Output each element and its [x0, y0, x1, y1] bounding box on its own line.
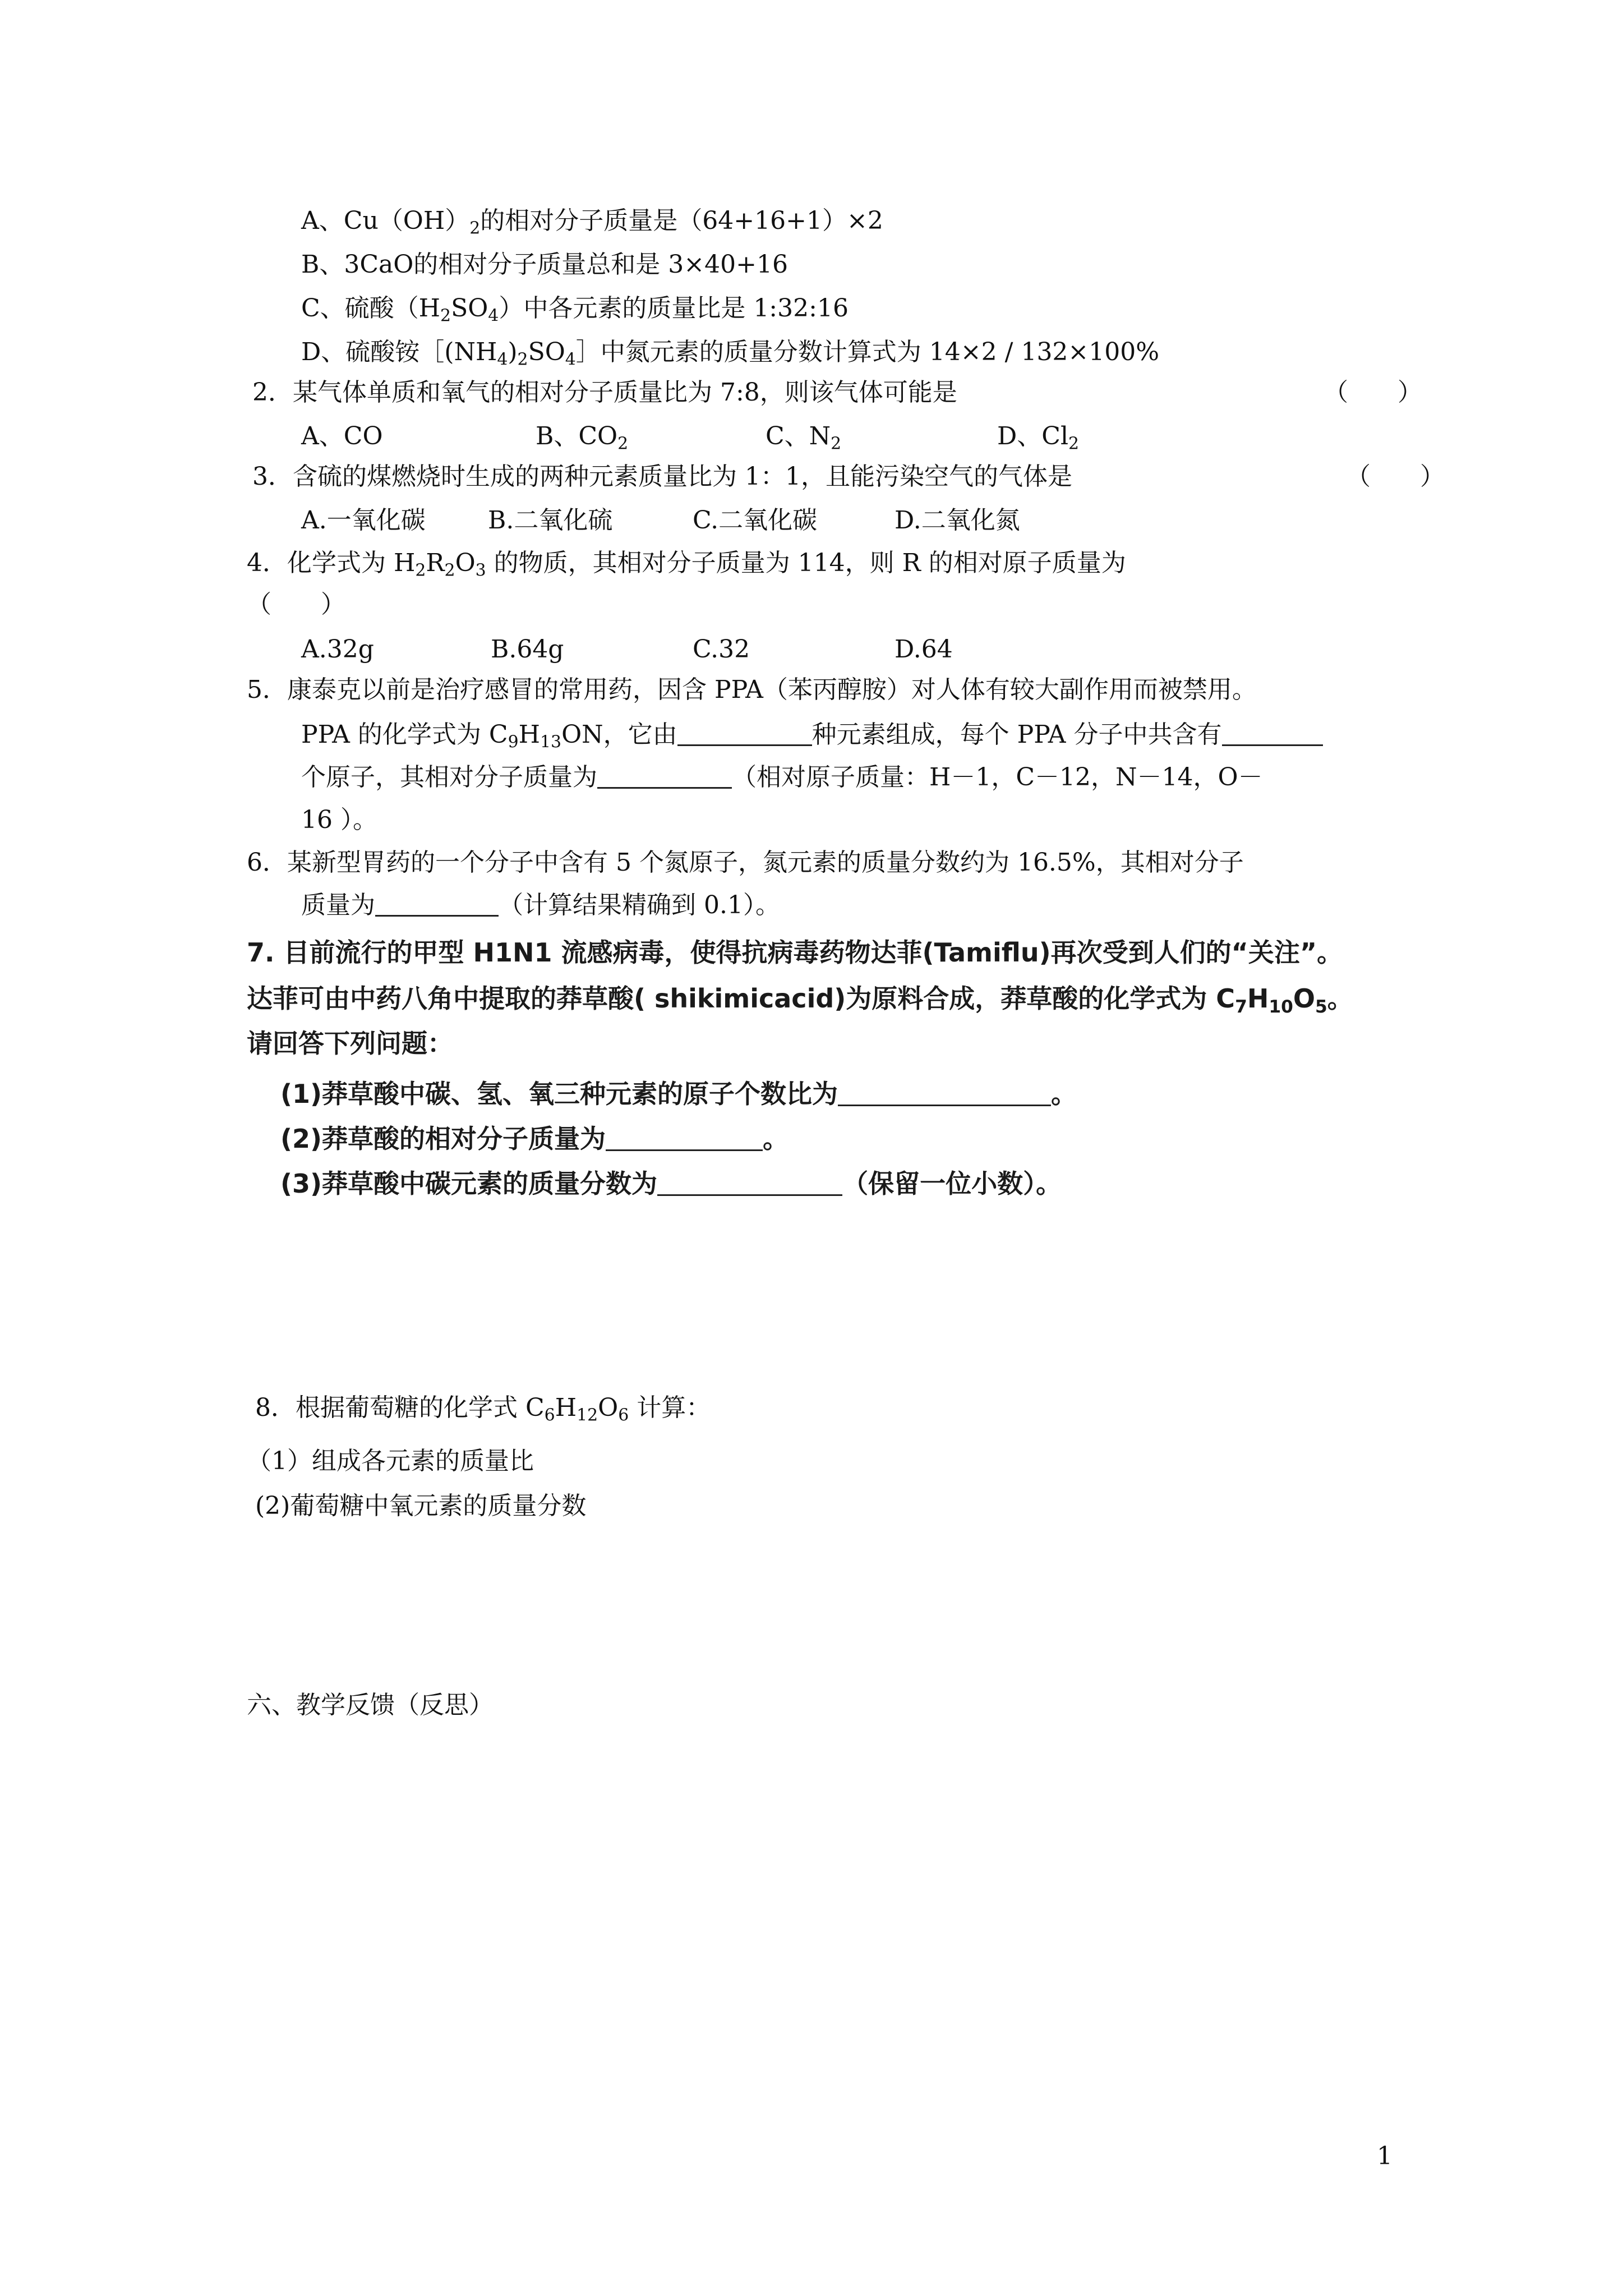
- q7-sub1-end: 。: [1051, 1079, 1077, 1109]
- q5-line2: [301, 718, 1323, 759]
- q6-l2-pre: 质量为: [301, 891, 375, 919]
- q1-d-text: D、硫酸铵［(NH: [301, 338, 497, 366]
- q7-l2-mid: H: [1247, 983, 1269, 1014]
- q7-sub1-text: (1)莽草酸中碳、氢、氧三种元素的原子个数比为: [280, 1079, 838, 1109]
- q8-pre: 8．根据葡萄糖的化学式 C: [255, 1393, 545, 1422]
- q6-l2-post: （计算结果精确到 0.1）。: [499, 891, 780, 919]
- q7-l2-sub3: 5: [1315, 996, 1327, 1017]
- q7-sub3: [280, 1167, 1062, 1200]
- q5-l3-post: （相对原子质量：H－1，C－12，N－14，O－: [732, 763, 1263, 792]
- q5-l2-sub2: 13: [540, 732, 562, 752]
- q5-l2-sub1: 9: [508, 732, 519, 752]
- q1-d-text-end: ］中氮元素的质量分数计算式为 14×2 / 132×100%: [575, 338, 1160, 366]
- q3-answer-paren: （ ）: [1346, 462, 1445, 491]
- q7-line2: [247, 982, 1353, 1024]
- q2-c-text: C、N: [766, 422, 831, 450]
- q8-sub1: 6: [544, 1405, 555, 1425]
- q5-line1: 5．康泰克以前是治疗感冒的常用药，因含 PPA（苯丙醇胺）对人体有较大副作用而被禁用。: [247, 675, 1257, 704]
- q6-molar-mass-blank[interactable]: [375, 890, 499, 917]
- q7-sub2: [280, 1122, 789, 1156]
- q3-option-b: B.二氧化硫: [488, 506, 613, 535]
- q1-d-sub3: 4: [565, 349, 576, 370]
- q1-d-sub1: 4: [497, 349, 508, 370]
- q4-option-d: D.64: [895, 635, 953, 664]
- q4-sub2: 2: [444, 560, 455, 581]
- q7-sub2-text: (2)莽草酸的相对分子质量为: [280, 1124, 606, 1154]
- q7-l2-sub1: 7: [1235, 996, 1247, 1017]
- q7-l2-post: 。: [1327, 983, 1353, 1014]
- q1-option-a: [301, 204, 883, 245]
- q4-option-b: B.64g: [491, 635, 564, 664]
- q2-answer-paren: （ ）: [1324, 378, 1422, 407]
- q6-line2: [301, 889, 780, 922]
- q5-l2-mid2: ON，它由: [561, 720, 677, 749]
- q8-post: 计算：: [629, 1393, 711, 1422]
- q8-sub1: （1）组成各元素的质量比: [247, 1447, 534, 1475]
- q1-c-text: C、硫酸（H: [301, 294, 441, 323]
- q5-atom-count-blank[interactable]: [1222, 720, 1323, 746]
- q4-sub3: 3: [475, 560, 486, 581]
- q2-c-sub: 2: [831, 434, 842, 454]
- q4-sub1: 2: [415, 560, 426, 581]
- q4-mid2: O: [455, 549, 476, 577]
- q7-l2-pre: 达菲可由中药八角中提取的莽草酸( shikimicacid)为原料合成，莽草酸的化学式为 C: [247, 983, 1235, 1014]
- q7-molar-mass-blank[interactable]: [606, 1125, 763, 1151]
- q7-carbon-fraction-blank[interactable]: [657, 1170, 842, 1196]
- q7-sub3-end: （保留一位小数）。: [842, 1168, 1062, 1199]
- q7-ratio-blank[interactable]: [838, 1080, 1051, 1106]
- q1-c-mid: SO: [451, 294, 488, 323]
- q5-l2-pre: PPA 的化学式为 C: [301, 720, 508, 749]
- q7-sub3-text: (3)莽草酸中碳元素的质量分数为: [280, 1168, 658, 1199]
- q4-option-c: C.32: [693, 635, 750, 664]
- q5-l2-mid1: H: [518, 720, 540, 749]
- q8-mid1: H: [555, 1393, 577, 1422]
- q2-d-text: D、Cl: [997, 422, 1069, 450]
- q1-a-sub: 2: [469, 218, 481, 238]
- q1-a-text: A、Cu（OH）: [301, 206, 470, 235]
- q4-pre: 4．化学式为 H: [247, 549, 416, 577]
- q7-sub1: [280, 1077, 1077, 1111]
- q5-l3-pre: 个原子，其相对分子质量为: [301, 763, 597, 792]
- q7-l2-mid2: O: [1293, 983, 1315, 1014]
- q1-a-text-end: 的相对分子质量是（64+16+1）×2: [480, 206, 883, 235]
- q8-sub2: (2)葡萄糖中氧元素的质量分数: [255, 1492, 587, 1520]
- q1-option-d: [301, 335, 1159, 376]
- q8-stem: [255, 1391, 711, 1432]
- q7-sub2-end: 。: [763, 1124, 789, 1154]
- q1-d-sub2: 2: [517, 349, 528, 370]
- q4-stem: [247, 546, 1391, 587]
- q4-mid1: R: [426, 549, 445, 577]
- q2-option-c: [766, 420, 841, 461]
- q1-c-sub1: 2: [440, 306, 451, 326]
- q2-d-sub: 2: [1068, 434, 1080, 454]
- q8-mid2: O: [598, 1393, 619, 1422]
- q1-option-b: B、3CaO的相对分子质量总和是 3×40+16: [301, 250, 788, 279]
- section-6-heading: 六、教学反馈（反思）: [247, 1691, 494, 1719]
- q3-option-a: A.一氧化碳: [301, 506, 426, 535]
- q3-stem: 3．含硫的煤燃烧时生成的两种元素质量比为 1：1，且能污染空气的气体是: [252, 462, 1072, 491]
- q1-c-sub2: 4: [488, 306, 499, 326]
- q2-option-b: [536, 420, 628, 461]
- q2-stem: 2．某气体单质和氧气的相对分子质量比为 7:8，则该气体可能是: [252, 378, 957, 407]
- q5-l2-mid3: 种元素组成，每个 PPA 分子中共含有: [811, 720, 1222, 749]
- q4-stem-text: [247, 546, 1126, 587]
- q2-option-a: A、CO: [301, 422, 383, 450]
- q2-option-d: [997, 420, 1079, 461]
- q4-option-a: A.32g: [301, 635, 374, 664]
- q1-d-mid1: ): [508, 338, 518, 366]
- q1-option-c: [301, 292, 849, 333]
- q8-sub2: 12: [577, 1405, 598, 1425]
- q5-element-count-blank[interactable]: [677, 720, 812, 746]
- page-number: 1: [1377, 2142, 1393, 2170]
- q3-option-c: C.二氧化碳: [693, 506, 818, 535]
- q3-option-d: D.二氧化氮: [895, 506, 1020, 535]
- q7-line3: 请回答下列问题：: [247, 1028, 453, 1059]
- q2-b-text: B、CO: [536, 422, 618, 450]
- q8-sub3: 6: [618, 1405, 629, 1425]
- q4-post: 的物质，其相对分子质量为 114，则 R 的相对原子质量为: [486, 549, 1126, 577]
- q5-molar-mass-blank[interactable]: [597, 762, 732, 789]
- q7-l2-sub2: 10: [1269, 996, 1293, 1017]
- q7-line1: 7. 目前流行的甲型 H1N1 流感病毒，使得抗病毒药物达菲(Tamiflu)再次受到人们的“关注”。: [247, 937, 1343, 968]
- q6-line1: 6．某新型胃药的一个分子中含有 5 个氮原子，氮元素的质量分数约为 16.5%，其相对分子: [247, 848, 1244, 877]
- q4-answer-paren: （ ）: [247, 590, 345, 619]
- q2-b-sub: 2: [617, 434, 629, 454]
- q1-c-text-end: ）中各元素的质量比是 1:32:16: [499, 294, 849, 323]
- q5-line4: 16 ）。: [301, 806, 377, 834]
- q5-line3: [301, 761, 1263, 794]
- q1-d-mid2: SO: [528, 338, 565, 366]
